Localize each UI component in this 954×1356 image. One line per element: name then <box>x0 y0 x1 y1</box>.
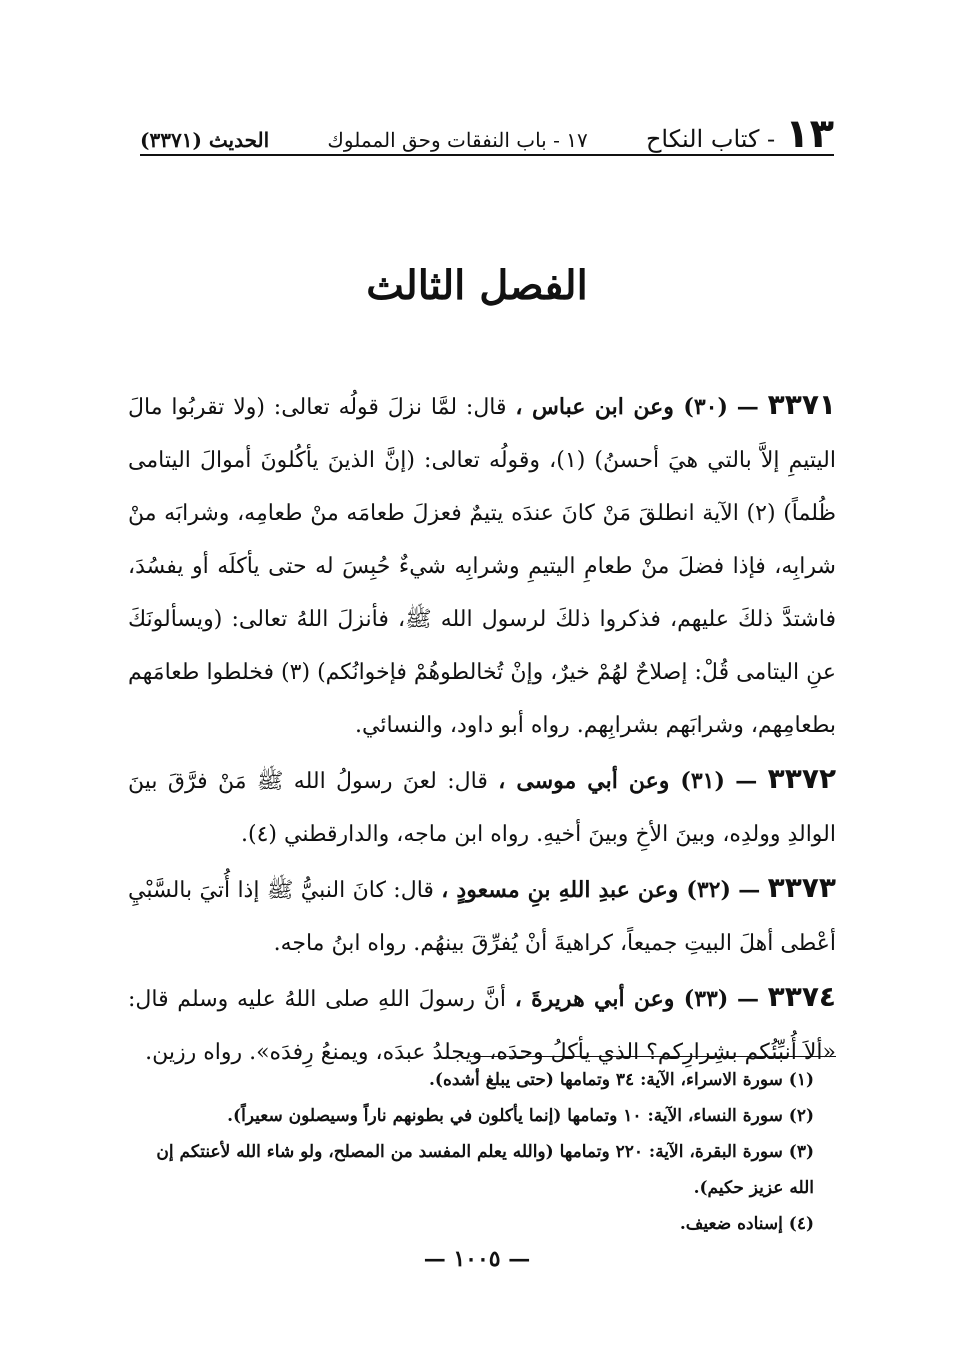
hadith-reference: الحديث (٣٣٧١) <box>140 128 270 152</box>
footnotes <box>128 1062 814 1242</box>
hadith-number: ٣٣٧٣ <box>767 871 836 904</box>
dash-separator: — <box>736 986 759 1012</box>
hadith-entry <box>128 752 836 861</box>
hadith-entry <box>128 378 836 752</box>
main-text <box>128 378 836 1079</box>
hadith-number: ٣٣٧٢ <box>767 762 837 795</box>
hadith-narrator: (٣١) وعن أبي موسى ، <box>498 768 725 794</box>
footnote: (٢) سورة النساء، الآية: ١٠ وتمامها (إنما يأكلون في بطونهم ناراً وسيصلون سعيراً). <box>227 1106 814 1126</box>
footnote: (١) سورة الاسراء، الآية: ٣٤ وتمامها (حتى يبلغ أشده). <box>428 1070 814 1090</box>
dash-separator: — <box>738 877 761 903</box>
chapter-name: - كتاب النكاح <box>645 125 776 153</box>
hadith-narrator: (٣٠) وعن ابن عباس ، <box>515 394 728 420</box>
dash-separator: — <box>736 394 759 420</box>
section-title: الفصل الثالث <box>366 262 588 309</box>
section-name: ١٧ - باب النفقات وحق المملوك <box>327 128 588 152</box>
hadith-text: أنَّ رسولَ اللهِ صلى اللهُ عليه وسلم قال: «ألاَ أُنبِّئُكم بشِرارِكم؟ الذي يأكلُ وحدَه، ويجلدُ عبدَه، ويمنعُ رِفدَه». رواه رزين. <box>128 987 836 1065</box>
hadith-narrator: (٣٢) وعن عبدِ اللهِ بنِ مسعودٍ ، <box>441 877 731 903</box>
hadith-number: ٣٣٧٤ <box>767 980 836 1013</box>
hadith-entry <box>128 861 836 970</box>
footnote: (٤) إسناده ضعيف. <box>679 1214 814 1234</box>
page-number: — ١٠٠٥ — <box>423 1246 531 1272</box>
running-header <box>140 108 834 156</box>
chapter-number: ١٣ <box>785 111 834 157</box>
dash-separator: — <box>735 768 758 794</box>
footnote-divider <box>470 1056 836 1057</box>
hadith-text: قال: لعنَ رسولُ الله ﷺ مَنْ فرَّقَ بينَ الوالدِ وولدِه، وبينَ الأخِ وبينَ أخيهِ. رواه ابن ماجه، والدارقطني (٤). <box>128 769 836 847</box>
hadith-number: ٣٣٧١ <box>767 388 837 421</box>
footnote: (٣) سورة البقرة، الآية: ٢٢٠ وتمامها (والله يعلم المفسد من المصلح، ولو شاء الله لأعنتكم إن الله عزيز حكيم). <box>156 1142 814 1198</box>
chapter-heading <box>645 111 834 157</box>
hadith-narrator: (٣٣) وعن أبي هريرةَ ، <box>514 986 729 1012</box>
hadith-text: قال: لمَّا نزلَ قولُه تعالى: (ولا تقربُوا مالَ اليتيمِ إلاَّ بالتي هيَ أحسنُ) (١)، وقولُه تعالى: (إنَّ الذينَ يأكُلونَ أموالَ اليتامى ظُلماً) (٢) الآية انطلقَ مَنْ كانَ عندَه يتيمٌ فعزلَ طعامَه منْ طعامِه، وشرابَه منْ شرابِه، فإذا فضلَ منْ طعامِ اليتيمِ وشرابِه شيءٌ حُبِسَ له حتى يأكلَه أو يفسُدَ، فاشتدَّ ذلكَ عليهم، فذكروا ذلكَ لرسول الله ﷺ، فأنزلَ اللهُ تعالى: (ويسألونَكَ عنِ اليتامى قُلْ: إصلاحٌ لهُمْ خيرٌ، وإنْ تُخالطوهُمْ فإخوانُكم) (٣) فخلطوا طعامَهم بطعامِهم، وشرابَهم بشرابِهم. رواه أبو داود، والنسائي. <box>128 395 836 738</box>
hadith-text: قال: كانَ النبيُّ ﷺ إذا أُتيَ بالسَّبْيِ أعْطى أهلَ البيتِ جميعاً، كراهيةَ أنْ يُفرِّقَ بينهُم. رواه ابنُ ماجه. <box>128 878 836 956</box>
